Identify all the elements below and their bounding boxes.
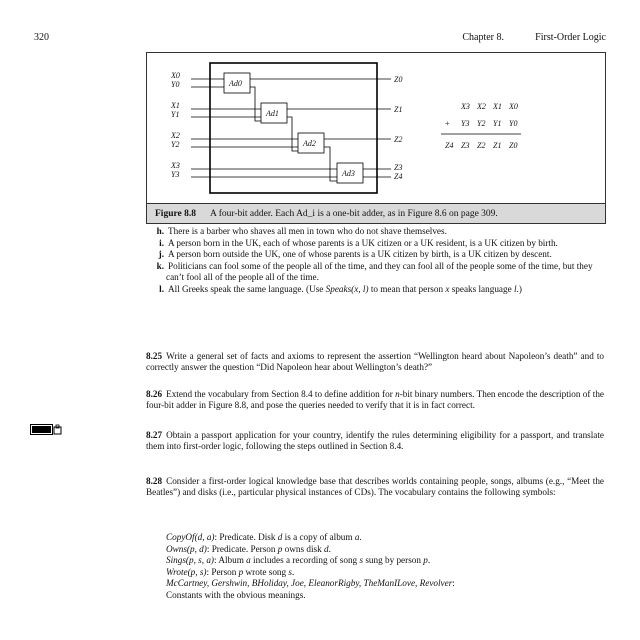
exercise-text: Write a general set of facts and axioms to represent the assertion “Wellington heard about Napoleon’s death” and to correctly answer the question “Did Napoleon hear about Wellington’s death?” bbox=[146, 351, 604, 373]
exercise-8-28 bbox=[146, 476, 604, 499]
sum-cell: X0 bbox=[509, 102, 518, 111]
adder-label: Ad0 bbox=[229, 79, 242, 88]
symbol-line: Owns(p, d): Predicate. Person p owns disk d. bbox=[166, 543, 331, 554]
page-header bbox=[34, 32, 606, 46]
item-text: A person born outside the UK, one of whose parents is a UK citizen by birth, is a UK citizen by descent. bbox=[168, 249, 552, 260]
symbol-line: Sings(p, s, a): Album a includes a recording of song s sung by person p. bbox=[166, 555, 431, 566]
input-label: Y0 bbox=[171, 80, 180, 89]
sum-cell: X1 bbox=[493, 102, 502, 111]
figure-caption bbox=[147, 203, 605, 223]
exercise-number: 8.28 bbox=[146, 476, 163, 486]
input-label: X3 bbox=[171, 161, 180, 170]
plus-sign: + bbox=[445, 119, 450, 128]
list-item bbox=[158, 249, 598, 261]
input-label: Y1 bbox=[171, 110, 180, 119]
output-label: Z2 bbox=[394, 135, 403, 144]
chapter-title: First-Order Logic bbox=[535, 32, 606, 43]
output-label: Z0 bbox=[394, 75, 403, 84]
symbol-line: CopyOf(d, a): Predicate. Disk d is a copy of album a. bbox=[166, 532, 362, 542]
adder-label: Ad2 bbox=[303, 139, 316, 148]
list-item bbox=[156, 260, 598, 284]
input-label: X0 bbox=[171, 71, 180, 80]
sum-cell: Y1 bbox=[493, 119, 502, 128]
item-label: j. bbox=[158, 249, 164, 260]
exercise-number: 8.25 bbox=[146, 351, 163, 361]
adder-label: Ad1 bbox=[266, 109, 279, 118]
item-text: A person born in the UK, each of whose parents is a UK citizen or a UK resident, is a UK citizen by birth. bbox=[168, 237, 558, 248]
item-label: k. bbox=[156, 260, 164, 271]
computer-exercise-icon bbox=[30, 424, 62, 435]
caption-text: A four-bit adder. Each Ad_i is a one-bit adder, as in Figure 8.6 on page 309. bbox=[210, 209, 498, 219]
constants-desc: Constants with the obvious meanings. bbox=[166, 589, 306, 600]
output-label: Z4 bbox=[394, 172, 403, 181]
sum-cell: Z0 bbox=[509, 141, 518, 150]
output-label: Z3 bbox=[394, 163, 403, 172]
exercise-8-25 bbox=[146, 351, 604, 374]
item-text: There is a barber who shaves all men in town who do not shave themselves. bbox=[168, 226, 447, 236]
item-label: l. bbox=[159, 283, 164, 294]
sum-cell: Z3 bbox=[461, 141, 470, 150]
exercise-number: 8.27 bbox=[146, 430, 163, 440]
item-label: i. bbox=[159, 237, 164, 248]
exercise-text: Obtain a passport application for your country, identify the rules determining eligibility for a passport, and translate them into first-order logic, following the steps outlined in Section 8.4. bbox=[146, 430, 604, 452]
sum-cell: Z1 bbox=[493, 141, 502, 150]
input-label: Y3 bbox=[171, 170, 180, 179]
figure-label: Figure 8.8 bbox=[155, 209, 196, 219]
sum-cell: Z2 bbox=[477, 141, 486, 150]
input-label: X2 bbox=[171, 131, 180, 140]
list-item: l. All Greeks speak the same language. (Use Speaks(x, l) to mean that person x speaks language l.) bbox=[166, 284, 598, 296]
exercise-8-27 bbox=[146, 430, 604, 453]
input-label: Y2 bbox=[171, 140, 180, 149]
item-text: Politicians can fool some of the people all of the time, and they can fool all of the people some of the time, but they can’t fool all of the people all of the time. bbox=[166, 260, 593, 283]
sum-cell: Y3 bbox=[461, 119, 470, 128]
list-item bbox=[156, 226, 598, 238]
sum-cell: Z4 bbox=[445, 141, 454, 150]
input-label: X1 bbox=[171, 101, 180, 110]
page-number: 320 bbox=[34, 32, 49, 43]
chapter-label: Chapter 8. bbox=[462, 32, 504, 43]
adder-diagram bbox=[147, 53, 605, 203]
sum-cell: Y2 bbox=[477, 119, 486, 128]
list-item bbox=[159, 237, 598, 250]
constants-line: McCartney, Gershwin, BHoliday, Joe, EleanorRigby, TheManILove, Revolver: bbox=[166, 578, 455, 589]
exercise-8-26: 8.26 Extend the vocabulary from Section 8.4 to define addition for n-bit binary numbers. Then encode the description of the four-bit adder in Figure 8.8, and pose the queries needed to verify that it is in fact correct. bbox=[146, 389, 604, 411]
symbol-line: Wrote(p, s): Person p wrote song s. bbox=[166, 566, 295, 577]
sum-cell: X3 bbox=[461, 102, 470, 111]
adder-label: Ad3 bbox=[342, 169, 355, 178]
sum-cell: X2 bbox=[477, 102, 486, 111]
item-label: h. bbox=[156, 226, 164, 236]
exercise-text: Consider a first-order logical knowledge base that describes worlds containing people, songs, albums (e.g., “Meet the Beatles”) and disks (i.e., particular physical instances of CDs). The vocabulary contains the following symbols: bbox=[146, 476, 604, 498]
vocabulary-list bbox=[166, 532, 604, 602]
exercise-items bbox=[156, 226, 598, 296]
sum-cell: Y0 bbox=[509, 119, 518, 128]
figure-8-8 bbox=[146, 52, 606, 224]
exercise-number: 8.26 bbox=[146, 389, 163, 399]
output-label: Z1 bbox=[394, 105, 403, 114]
